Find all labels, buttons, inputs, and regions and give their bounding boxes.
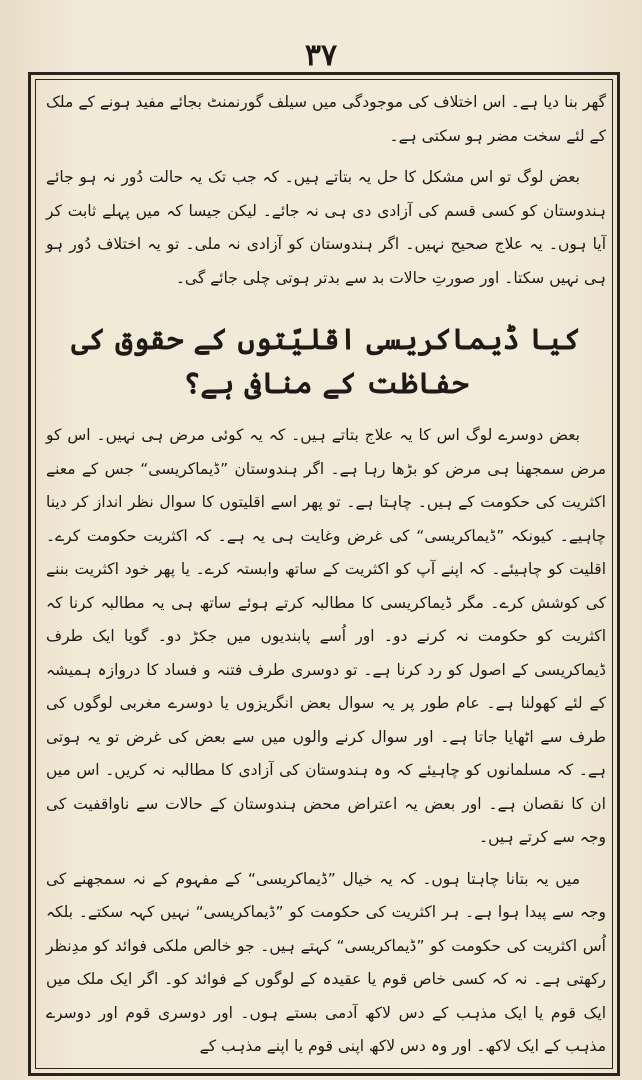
- paragraph-1: گھر بنا دیا ہے۔ اس اختلاف کی موجودگی میں سیلف گورنمنٹ بجائے مفید ہونے کے ملک کے لئے سخت مضر ہو سکتی ہے۔: [46, 93, 606, 145]
- paragraph-2: بعض لوگ تو اس مشکل کا حل یہ بتاتے ہیں۔ کہ جب تک یہ حالت دُور نہ ہو جائے ہندوستان کو کسی قسم کی آزادی دی ہی نہ جائے۔ لیکن جیسا کہ میں پہلے ثابت کر آیا ہوں۔ یہ علاج صحیح نہیں۔ اگر ہندوستان کو آزادی نہ ملی۔ تو یہ اختلاف دُور ہو ہی نہیں سکتا۔ اور صورتِ حالات بد سے بدتر ہوتی چلی جائے گی۔: [46, 168, 606, 287]
- page-content: [46, 86, 606, 1064]
- page-number: ۳۷: [304, 38, 338, 73]
- paragraph-4: میں یہ بتانا چاہتا ہوں۔ کہ یہ خیال ”ڈیماکریسی“ کے مفہوم کے نہ سمجھنے کی وجہ سے پیدا ہوا ہے۔ ہر اکثریت کی حکومت کو ”ڈیماکریسی“ نہیں کہہ سکتے۔ بلکہ اُس اکثریت کی حکومت کو ”ڈیماکریسی“ کہتے ہیں۔ جو خالص ملکی فوائد کو مدِنظر رکھتی ہے۔ نہ کہ کسی خاص قوم یا عقیدہ کے لوگوں کے فوائد کو۔ اگر ایک ملک میں ایک قوم یا ایک مذہب کے دس لاکھ آدمی بستے ہوں۔ اور دوسری قوم اور دوسرے مذہب کے ایک لاکھ۔ اور وہ دس لاکھ اپنی قوم یا اپنے مذہب کے: [46, 869, 606, 1055]
- paragraph-gap: [46, 153, 606, 161]
- section-heading: کیا ڈیماکریسی اقلیّتوں کے حقوق کی حفاظت کے منافی ہے؟: [71, 322, 581, 400]
- paragraph-3: بعض دوسرے لوگ اس کا یہ علاج بتاتے ہیں۔ کہ یہ کوئی مرض ہی نہیں۔ اس کو مرض سمجھنا ہی مرض کو بڑھا رہا ہے۔ اگر ہندوستان ”ڈیماکریسی“ جس کے معنے اکثریت کی حکومت کے ہیں۔ چاہتا ہے۔ تو پھر اسے اقلیتوں کا سوال نظر انداز کر دینا چاہیے۔ کیونکہ ”ڈیماکریسی“ کی غرض وغایت ہی یہ ہے۔ کہ اکثریت حکومت کرے۔ اقلیت کو چاہیئے۔ کہ اپنے آپ کو اکثریت کے ساتھ وابستہ کرے۔ یا پھر خود اکثریت بننے کی کوشش کرے۔ مگر ڈیماکریسی کا مطالبہ کرتے ہوئے ساتھ ہی یہ مطالبہ کرنا کہ اکثریت کو حکومت نہ کرنے دو۔ اور اُسے پابندیوں میں جکڑ دو۔ گویا ایک طرف ڈیماکریسی کے اصول کو رد کرنا ہے۔ تو دوسری طرف فتنہ و فساد کا دروازہ ہمیشہ کے لئے کھولنا ہے۔ عام طور پر یہ سوال بعض انگریزوں یا دوسرے مغربی لوگوں کی طرف سے اٹھایا جاتا ہے۔ اور سوال کرنے والوں میں سے بعض کی غرض تو یہ ہوتی ہے۔ کہ مسلمانوں کو چاہیئے کہ وہ ہندوستان کی آزادی کا مطالبہ نہ کریں۔ اس میں ان کا نقصان ہے۔ اور بعض یہ اعتراض محض ہندوستان کے حالات سے ناواقفیت کی وجہ سے کرتے ہیں۔: [46, 426, 606, 846]
- paragraph-gap: [46, 855, 606, 863]
